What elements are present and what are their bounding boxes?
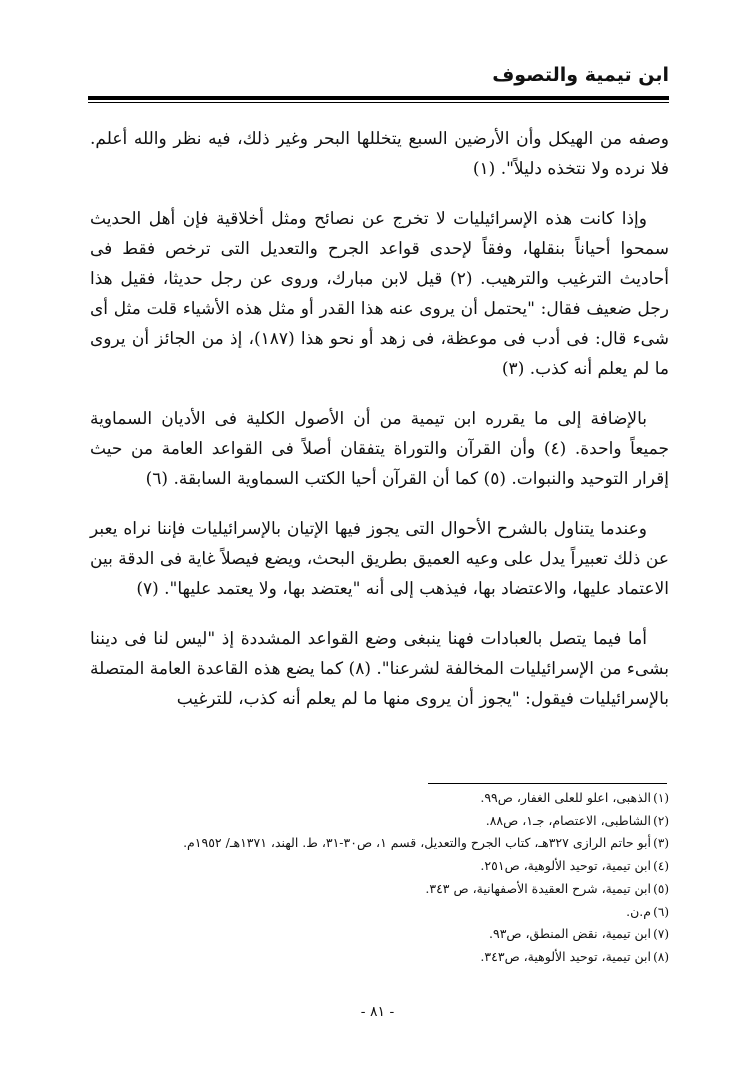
page-number: - ٨١ - bbox=[360, 1004, 395, 1020]
paragraph-5: أما فيما يتصل بالعبادات فهنا ينبغى وضع القواعد المشددة إذ "ليس لنا فى ديننا بشىء من الإسرائيليات المخالفة لشرعنا". (٨) كما يضع هذه القاعدة العامة المتصلة بالإسرائيليات فيقول: "يجوز أن يروى منها ما لم يعلم أنه كذب، للترغيب bbox=[90, 629, 669, 709]
paragraph-3: بالإضافة إلى ما يقرره ابن تيمية من أن الأصول الكلية فى الأديان السماوية جميعاً واحدة. (٤) وأن القرآن والتوراة يتفقان أصلاً فى القواعد العامة من حيث إقرار التوحيد والنبوات. (٥) كما أن القرآن أحيا الكتب السماوية السابقة. (٦) bbox=[90, 409, 669, 489]
footnote-5 bbox=[90, 878, 669, 901]
paragraph-2: وإذا كانت هذه الإسرائيليات لا تخرج عن نصائح ومثل أخلاقية فإن أهل الحديث سمحوا أحياناً بنقلها، وفقاً لإحدى قواعد الجرح والتعديل التى ترخص فقط فى أحاديث الترغيب والترهيب. (٢) قيل لابن مبارك، وروى عن رجل حديثا، فقيل هذا رجل ضعيف فقال: "يحتمل أن يروى عنه هذا القدر أو مثل هذه الأشياء قلت مثل أى شىء قال: فى أدب فى موعظة، فى زهد أو نحو هذا (١٨٧)، إذ من الجائز أن يروى ما لم يعلم أنه كذب. (٣) bbox=[90, 209, 669, 379]
footnote-number: (٥) bbox=[653, 881, 669, 896]
footnote-text: ابن تيمية، نقض المنطق، ص٩٣. bbox=[489, 926, 651, 942]
footnote-2 bbox=[90, 810, 669, 833]
footnote-number: (١) bbox=[653, 791, 669, 805]
footnote-number: (٢) bbox=[653, 813, 669, 828]
footnote-number: (٧) bbox=[653, 927, 669, 942]
footnote-4 bbox=[90, 855, 669, 878]
paragraph-1: وصفه من الهيكل وأن الأرضين السبع يتخللها البحر وغير ذلك، فيه نظر والله أعلم. فلا نرده ولا نتخذه دليلاً". (١) bbox=[90, 129, 669, 179]
footnotes bbox=[90, 787, 669, 969]
footnote-text: ابن تيمية، توحيد الألوهية، ص٢٥١. bbox=[480, 858, 651, 874]
footnote-3 bbox=[90, 832, 669, 855]
footnote-1 bbox=[90, 787, 669, 810]
header-rule-thick bbox=[88, 96, 669, 100]
footnote-text: الشاطبى، الاعتصام، جـ١، ص٨٨. bbox=[485, 812, 651, 828]
footnote-7 bbox=[90, 923, 669, 946]
footnote-number: (٦) bbox=[653, 904, 669, 919]
footnote-text: أبو حاتم الرازى ٣٢٧هـ، كتاب الجرح والتعديل، قسم ١، ص٣٠-٣١، ط. الهند، ١٣٧١هـ/ ١٩٥٢م. bbox=[183, 835, 651, 851]
footnote-number: (٣) bbox=[653, 836, 669, 851]
footnote-number: (٤) bbox=[653, 859, 669, 874]
paragraph-4: وعندما يتناول بالشرح الأحوال التى يجوز فيها الإتيان بالإسرائيليات فإننا نراه يعبر عن ذلك تعبيراً يدل على وعيه العميق بطريق البحث، ويضع فيصلاً غاية فى الدقة بين الاعتماد عليها، والاعتضاد بها، فيذهب إلى أنه "يعتضد بها، ولا يعتمد عليها". (٧) bbox=[90, 519, 669, 599]
footnote-separator bbox=[428, 783, 667, 784]
header-rule-thin bbox=[88, 102, 669, 103]
footnote-text: م.ن. bbox=[626, 903, 651, 919]
footnote-text: ابن تيمية، توحيد الألوهية، ص٣٤٣. bbox=[480, 948, 651, 964]
running-head-title: ابن تيمية والتصوف bbox=[492, 64, 669, 86]
footnote-6 bbox=[90, 901, 669, 924]
main-text bbox=[90, 124, 669, 734]
footnote-text: ابن تيمية، شرح العقيدة الأصفهانية، ص ٣٤٣. bbox=[425, 880, 651, 896]
footnote-number: (٨) bbox=[653, 949, 669, 964]
footnote-8 bbox=[90, 946, 669, 969]
footnote-text: الذهبى، اعلو للعلى الغفار، ص٩٩. bbox=[480, 790, 651, 805]
